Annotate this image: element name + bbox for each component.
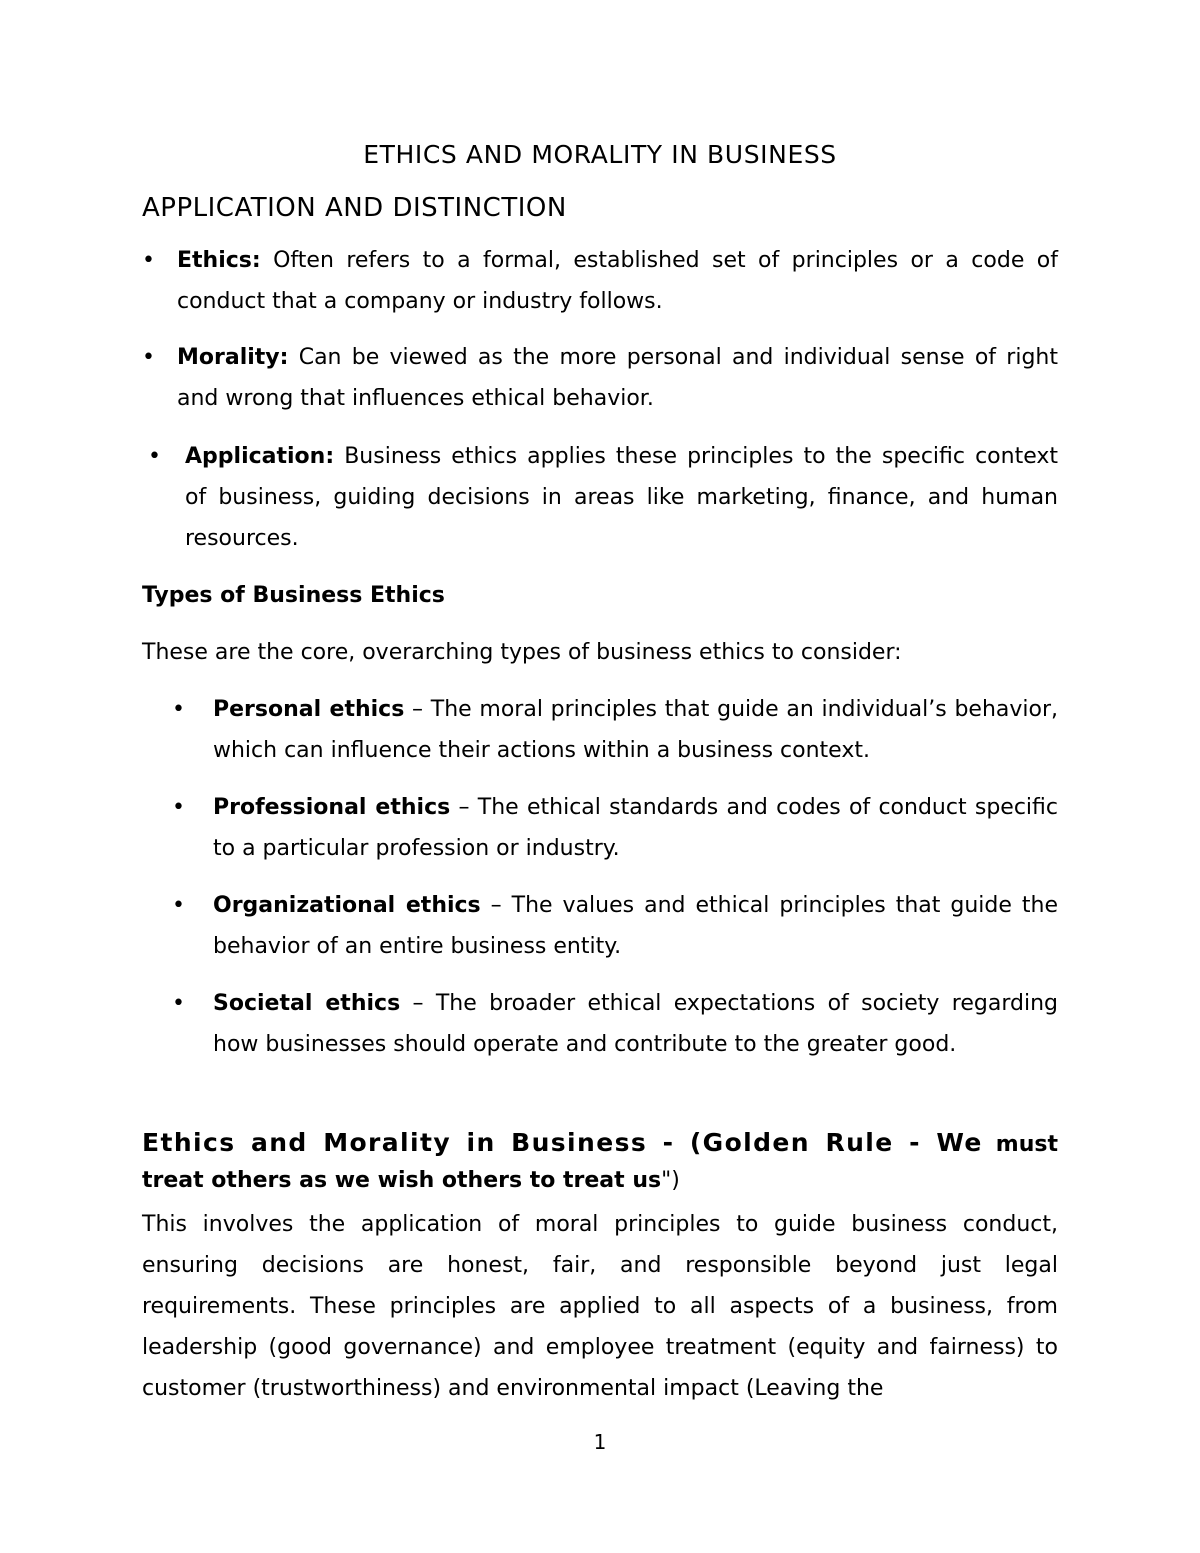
document-title: ETHICS AND MORALITY IN BUSINESS bbox=[363, 140, 837, 169]
types-intro: These are the core, overarching types of business ethics to consider: bbox=[142, 640, 902, 665]
golden-rule-heading bbox=[142, 1126, 1058, 1198]
section-heading: APPLICATION AND DISTINCTION bbox=[142, 193, 567, 223]
golden-rule-heading-quote: must treat others as we wish others to treat us bbox=[142, 1132, 1058, 1193]
type-text bbox=[213, 983, 1058, 1065]
definition-term: Application: bbox=[185, 444, 335, 469]
type-term: Societal ethics bbox=[213, 991, 401, 1016]
definition-term: Morality: bbox=[177, 345, 289, 370]
bullet-icon: • bbox=[172, 795, 185, 820]
list-item bbox=[172, 885, 1058, 967]
body-paragraph: This involves the application of moral principles to guide business conduct, ensuring decisions are honest, fair, and responsible beyond just legal requirements. These principles are applied to all aspects of a business, from leadership (good governance) and employee treatment (equity and fairness) to customer (trustworthiness) and environmental impact (Leaving the bbox=[142, 1212, 1058, 1401]
type-text bbox=[213, 689, 1058, 771]
list-item bbox=[142, 337, 1058, 419]
list-item bbox=[148, 436, 1058, 559]
type-body: – The ethical standards and codes of conduct specific to a particular profession or industry. bbox=[213, 795, 1058, 861]
definition-text bbox=[177, 240, 1058, 322]
list-item bbox=[172, 787, 1058, 869]
list-item bbox=[172, 983, 1058, 1106]
bullet-icon: • bbox=[172, 697, 185, 722]
definition-text bbox=[177, 337, 1058, 419]
bullet-icon: • bbox=[148, 444, 161, 469]
list-item bbox=[172, 689, 1058, 771]
type-term: Organizational ethics bbox=[213, 893, 481, 918]
type-body: – The broader ethical expectations of society regarding how businesses should operate and contribute to the greater good. bbox=[213, 991, 1058, 1057]
definition-body: Often refers to a formal, established set of principles or a code of conduct that a company or industry follows. bbox=[177, 248, 1058, 314]
definition-text bbox=[185, 436, 1058, 559]
bullet-icon: • bbox=[172, 991, 185, 1016]
type-term: Professional ethics bbox=[213, 795, 451, 820]
definition-body: Can be viewed as the more personal and individual sense of right and wrong that influences ethical behavior. bbox=[177, 345, 1058, 411]
bullet-icon: • bbox=[172, 893, 185, 918]
type-body: – The moral principles that guide an individual’s behavior, which can influence their actions within a business context. bbox=[213, 697, 1058, 763]
definition-body: Business ethics applies these principles to the specific context of business, guiding decisions in areas like marketing, finance, and human resources. bbox=[185, 444, 1058, 551]
type-term: Personal ethics bbox=[213, 697, 405, 722]
type-text bbox=[213, 787, 1058, 869]
type-text bbox=[213, 885, 1058, 967]
type-body: – The values and ethical principles that guide the behavior of an entire business entity. bbox=[213, 893, 1058, 959]
types-heading: Types of Business Ethics bbox=[142, 583, 445, 608]
bullet-icon: • bbox=[142, 248, 155, 273]
golden-rule-heading-close: ") bbox=[661, 1168, 680, 1193]
page-number: 1 bbox=[593, 1430, 607, 1454]
list-item bbox=[142, 240, 1058, 322]
bullet-icon: • bbox=[142, 345, 155, 370]
definition-term: Ethics: bbox=[177, 248, 261, 273]
golden-rule-heading-main: Ethics and Morality in Business - (Golden Rule - We bbox=[142, 1128, 983, 1157]
